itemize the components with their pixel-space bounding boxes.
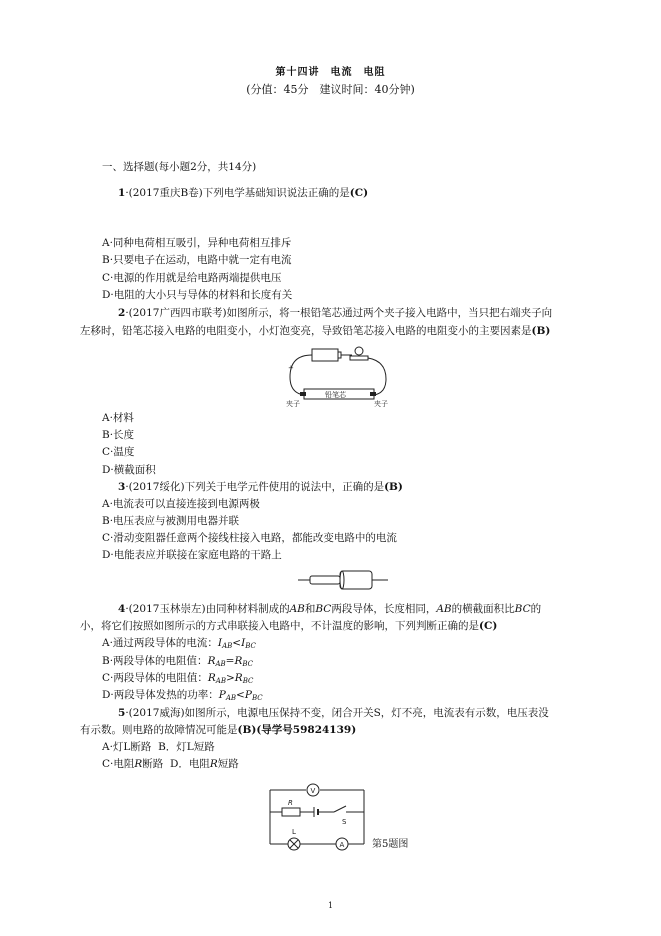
symbol: I xyxy=(241,637,246,649)
guide-number: (导学号59824139) xyxy=(256,724,357,736)
operator: < xyxy=(236,689,245,701)
var-ab: AB xyxy=(436,603,452,615)
clip-right-label: 夹子 xyxy=(374,400,388,407)
subscript: BC xyxy=(245,642,256,650)
option: B·电压表应与被测用电器并联 xyxy=(102,515,240,527)
option: A·材料 xyxy=(102,412,134,424)
option: A·同种电荷相互吸引，异种电荷相互排斥 xyxy=(102,237,292,249)
lamp-label: L xyxy=(292,828,296,836)
bulb-base xyxy=(350,356,368,360)
option-tail: 断路 xyxy=(142,758,164,770)
operator: > xyxy=(225,672,235,684)
symbol: R xyxy=(234,655,243,667)
question-4 xyxy=(118,604,541,615)
option xyxy=(102,638,256,650)
option: A·电流表可以直接连接到电源两极 xyxy=(102,498,260,510)
battery-terminal xyxy=(338,352,341,358)
question-4-line2 xyxy=(80,621,497,632)
symbol: R xyxy=(207,672,216,684)
switch-icon xyxy=(334,806,346,812)
symbol: R xyxy=(209,758,218,770)
question-stem: ·(2017威海)如图所示，电源电压保持不变，闭合开关S，灯不亮，电流表有示数，电压表没 xyxy=(125,707,549,719)
option: C·电阻 xyxy=(102,758,135,770)
answer: (B) xyxy=(237,724,257,736)
option: C·温度 xyxy=(102,446,135,458)
option: D·电能表应并联接在家庭电路的干路上 xyxy=(102,549,282,561)
ammeter-label: A xyxy=(339,841,345,849)
subscript: AB xyxy=(215,660,226,668)
clip-right-icon xyxy=(370,392,376,396)
resistor-icon xyxy=(282,808,300,816)
symbol: R xyxy=(207,655,216,667)
symbol: P xyxy=(218,689,226,701)
circuit-figure xyxy=(262,776,372,854)
option: C·滑动变阻器任意两个接线柱接入电路，都能改变电路中的电流 xyxy=(102,532,397,544)
question-2-line2 xyxy=(80,326,550,337)
switch-label: S xyxy=(342,818,347,826)
section-heading: 一、选择题(每小题2分，共14分) xyxy=(102,161,257,173)
pencil-circuit-figure xyxy=(282,343,400,407)
option-row xyxy=(102,742,215,753)
option: D·横截面积 xyxy=(102,464,156,476)
question-number: 1 xyxy=(118,187,126,199)
page-title: 第十四讲 电流 电阻 xyxy=(275,67,386,78)
answer: (C) xyxy=(349,187,369,199)
junction xyxy=(340,571,344,589)
var-bc: BC xyxy=(315,603,332,615)
answer: (C) xyxy=(479,620,498,632)
option-text: C·两段导体的电阻值： xyxy=(102,672,208,684)
voltmeter-label: V xyxy=(310,787,316,795)
option-text: D·两段导体发热的功率： xyxy=(102,689,219,701)
question-stem: ·(2017广西四市联考)如图所示，将一根铅笔芯通过两个夹子接入电路中，当只把右端夹子向 xyxy=(125,307,553,319)
page-subtitle: (分值：45分 建议时间：40分钟) xyxy=(246,83,415,96)
stem-part: 的 xyxy=(530,603,542,615)
question-number: 4 xyxy=(118,603,126,615)
question-stem: ·(2017绥化)下列关于电学元件使用的说法中，正确的是 xyxy=(125,481,385,493)
question-number: 5 xyxy=(118,707,126,719)
option: D．电阻 xyxy=(169,758,210,770)
page-number: 1 xyxy=(327,901,334,910)
question-3 xyxy=(118,482,403,493)
option-text: A·通过两段导体的电流： xyxy=(102,637,218,649)
conductor-figure xyxy=(298,568,388,592)
subscript: BC xyxy=(242,660,254,668)
subscript: AB xyxy=(222,642,233,650)
question-2 xyxy=(118,308,552,319)
subscript: AB xyxy=(225,694,237,702)
pencil-label: 铅笔芯 xyxy=(325,391,346,399)
symbol: I xyxy=(217,637,223,649)
symbol: R xyxy=(234,672,243,684)
clip-left-icon xyxy=(300,392,306,396)
question-stem: ·(2017玉林崇左)由同种材料制成的 xyxy=(125,603,290,615)
answer: (B) xyxy=(384,481,403,493)
subscript: BC xyxy=(242,677,254,685)
option: B．灯L短路 xyxy=(158,741,215,753)
question-number: 3 xyxy=(118,481,126,493)
question-5 xyxy=(118,708,549,719)
option-text: B·两段导体的电阻值： xyxy=(102,655,208,667)
option: A·灯L断路 xyxy=(102,741,152,753)
question-5-line2 xyxy=(80,725,356,736)
question-stem: 有示数。则电路的故障情况可能是 xyxy=(80,724,238,736)
figure-caption: 第5题图 xyxy=(372,839,409,850)
var-ab: AB xyxy=(289,603,305,615)
question-number: 2 xyxy=(118,307,126,319)
stem-part: 的横截面积比 xyxy=(451,603,515,615)
option xyxy=(102,673,253,685)
operator: = xyxy=(225,655,235,667)
resistor-label: R xyxy=(288,799,293,807)
bulb-icon xyxy=(355,347,363,355)
symbol: P xyxy=(244,689,252,701)
battery-plus-label: + xyxy=(288,364,294,372)
operator: < xyxy=(232,637,242,649)
option: B·长度 xyxy=(102,429,135,441)
answer: (B) xyxy=(531,325,551,337)
question-stem: ·(2017重庆B卷)下列电学基础知识说法正确的是 xyxy=(125,187,350,199)
stem-part: 两段导体，长度相同， xyxy=(331,603,437,615)
option xyxy=(102,690,263,702)
option xyxy=(102,656,253,668)
symbol: R xyxy=(134,758,143,770)
option: B·只要电子在运动，电路中就一定有电流 xyxy=(102,254,292,266)
question-stem: 左移时，铅笔芯接入电路的电阻变小，小灯泡变亮，导致铅笔芯接入电路的电阻变小的主要因素是 xyxy=(80,325,532,337)
clip-left-label: 夹子 xyxy=(286,400,300,407)
conductor-bc xyxy=(340,571,372,589)
stem-part: 和 xyxy=(304,603,316,615)
question-1 xyxy=(118,188,368,199)
subscript: AB xyxy=(215,677,226,685)
option-tail: 短路 xyxy=(217,758,239,770)
question-stem: 小，将它们按照如图所示的方式串联接入电路中，不计温度的影响，下列判断正确的是 xyxy=(80,620,479,632)
battery-icon xyxy=(312,349,338,361)
var-bc: BC xyxy=(514,603,531,615)
subscript: BC xyxy=(251,694,263,702)
option: C·电源的作用就是给电路两端提供电压 xyxy=(102,272,282,284)
option-row xyxy=(102,759,239,770)
option: D·电阻的大小只与导体的材料和长度有关 xyxy=(102,289,293,301)
conductor-ab xyxy=(310,576,340,584)
